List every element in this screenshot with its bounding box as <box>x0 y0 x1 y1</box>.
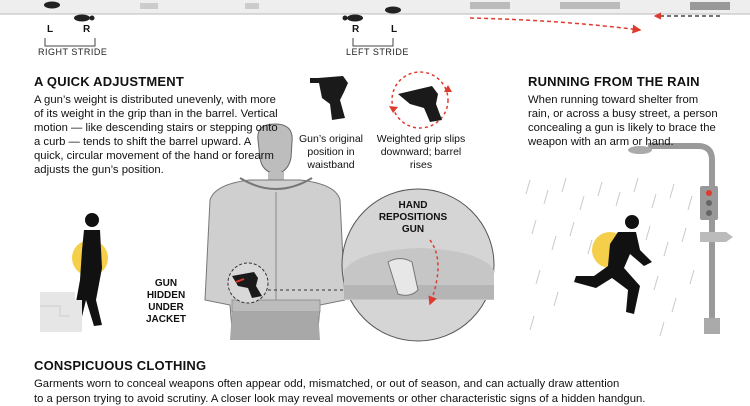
top-road-strip <box>0 0 750 14</box>
clothing-text-line2: to a person trying to avoid scrutiny. A closer look may reveal movements or other characteristic signs of a hidden handgun. <box>34 393 646 405</box>
hand-repositions-label: HAND REPOSITIONS GUN <box>378 200 448 235</box>
gun-hidden-magnifier <box>228 263 268 303</box>
left-stride-bracket <box>353 38 393 46</box>
gun-hidden-label: GUN HIDDEN UNDER JACKET <box>145 278 186 325</box>
right-stride-r: R <box>83 24 91 35</box>
direction-arrow-icon <box>470 18 640 30</box>
right-stride-label: RIGHT STRIDE <box>38 47 108 57</box>
gun-weighted-grip-icon <box>389 72 452 128</box>
adjustment-heading: A QUICK ADJUSTMENT <box>34 74 184 89</box>
gun-original-position-icon <box>310 76 348 120</box>
left-stride-l: L <box>391 24 398 35</box>
right-stride-l: L <box>47 24 54 35</box>
right-stride-bracket <box>45 38 95 46</box>
rain-heading: RUNNING FROM THE RAIN <box>528 74 700 89</box>
caption-original-position: Gun’s original position in waistband <box>298 133 363 171</box>
left-stride-label: LEFT STRIDE <box>346 47 409 57</box>
rain-scene <box>526 178 694 336</box>
clothing-heading: CONSPICUOUS CLOTHING <box>34 358 207 373</box>
rain-text: When running toward shelter from rain, or across a busy street, a person concealing a gun is likely to brace the weapon with an arm or hand. <box>528 94 718 148</box>
stair-walker-silhouette <box>40 213 108 332</box>
street-light-pole <box>628 146 733 334</box>
caption-weighted-grip: Weighted grip slips downward; barrel rises <box>376 133 466 171</box>
adjustment-text: A gun’s weight is distributed unevenly, with more of its weight in the grip than in the barrel. Vertical motion — like descending stairs or stepping onto a curb — tends to shift the barrel upward. A quick, circular movement of the hand or forearm adjusts the gun’s position. <box>34 94 278 176</box>
left-stride-r: R <box>352 24 360 35</box>
clothing-text-line1: Garments worn to conceal weapons often appear odd, mismatched, or out of season, and can actually draw attention <box>34 378 620 390</box>
